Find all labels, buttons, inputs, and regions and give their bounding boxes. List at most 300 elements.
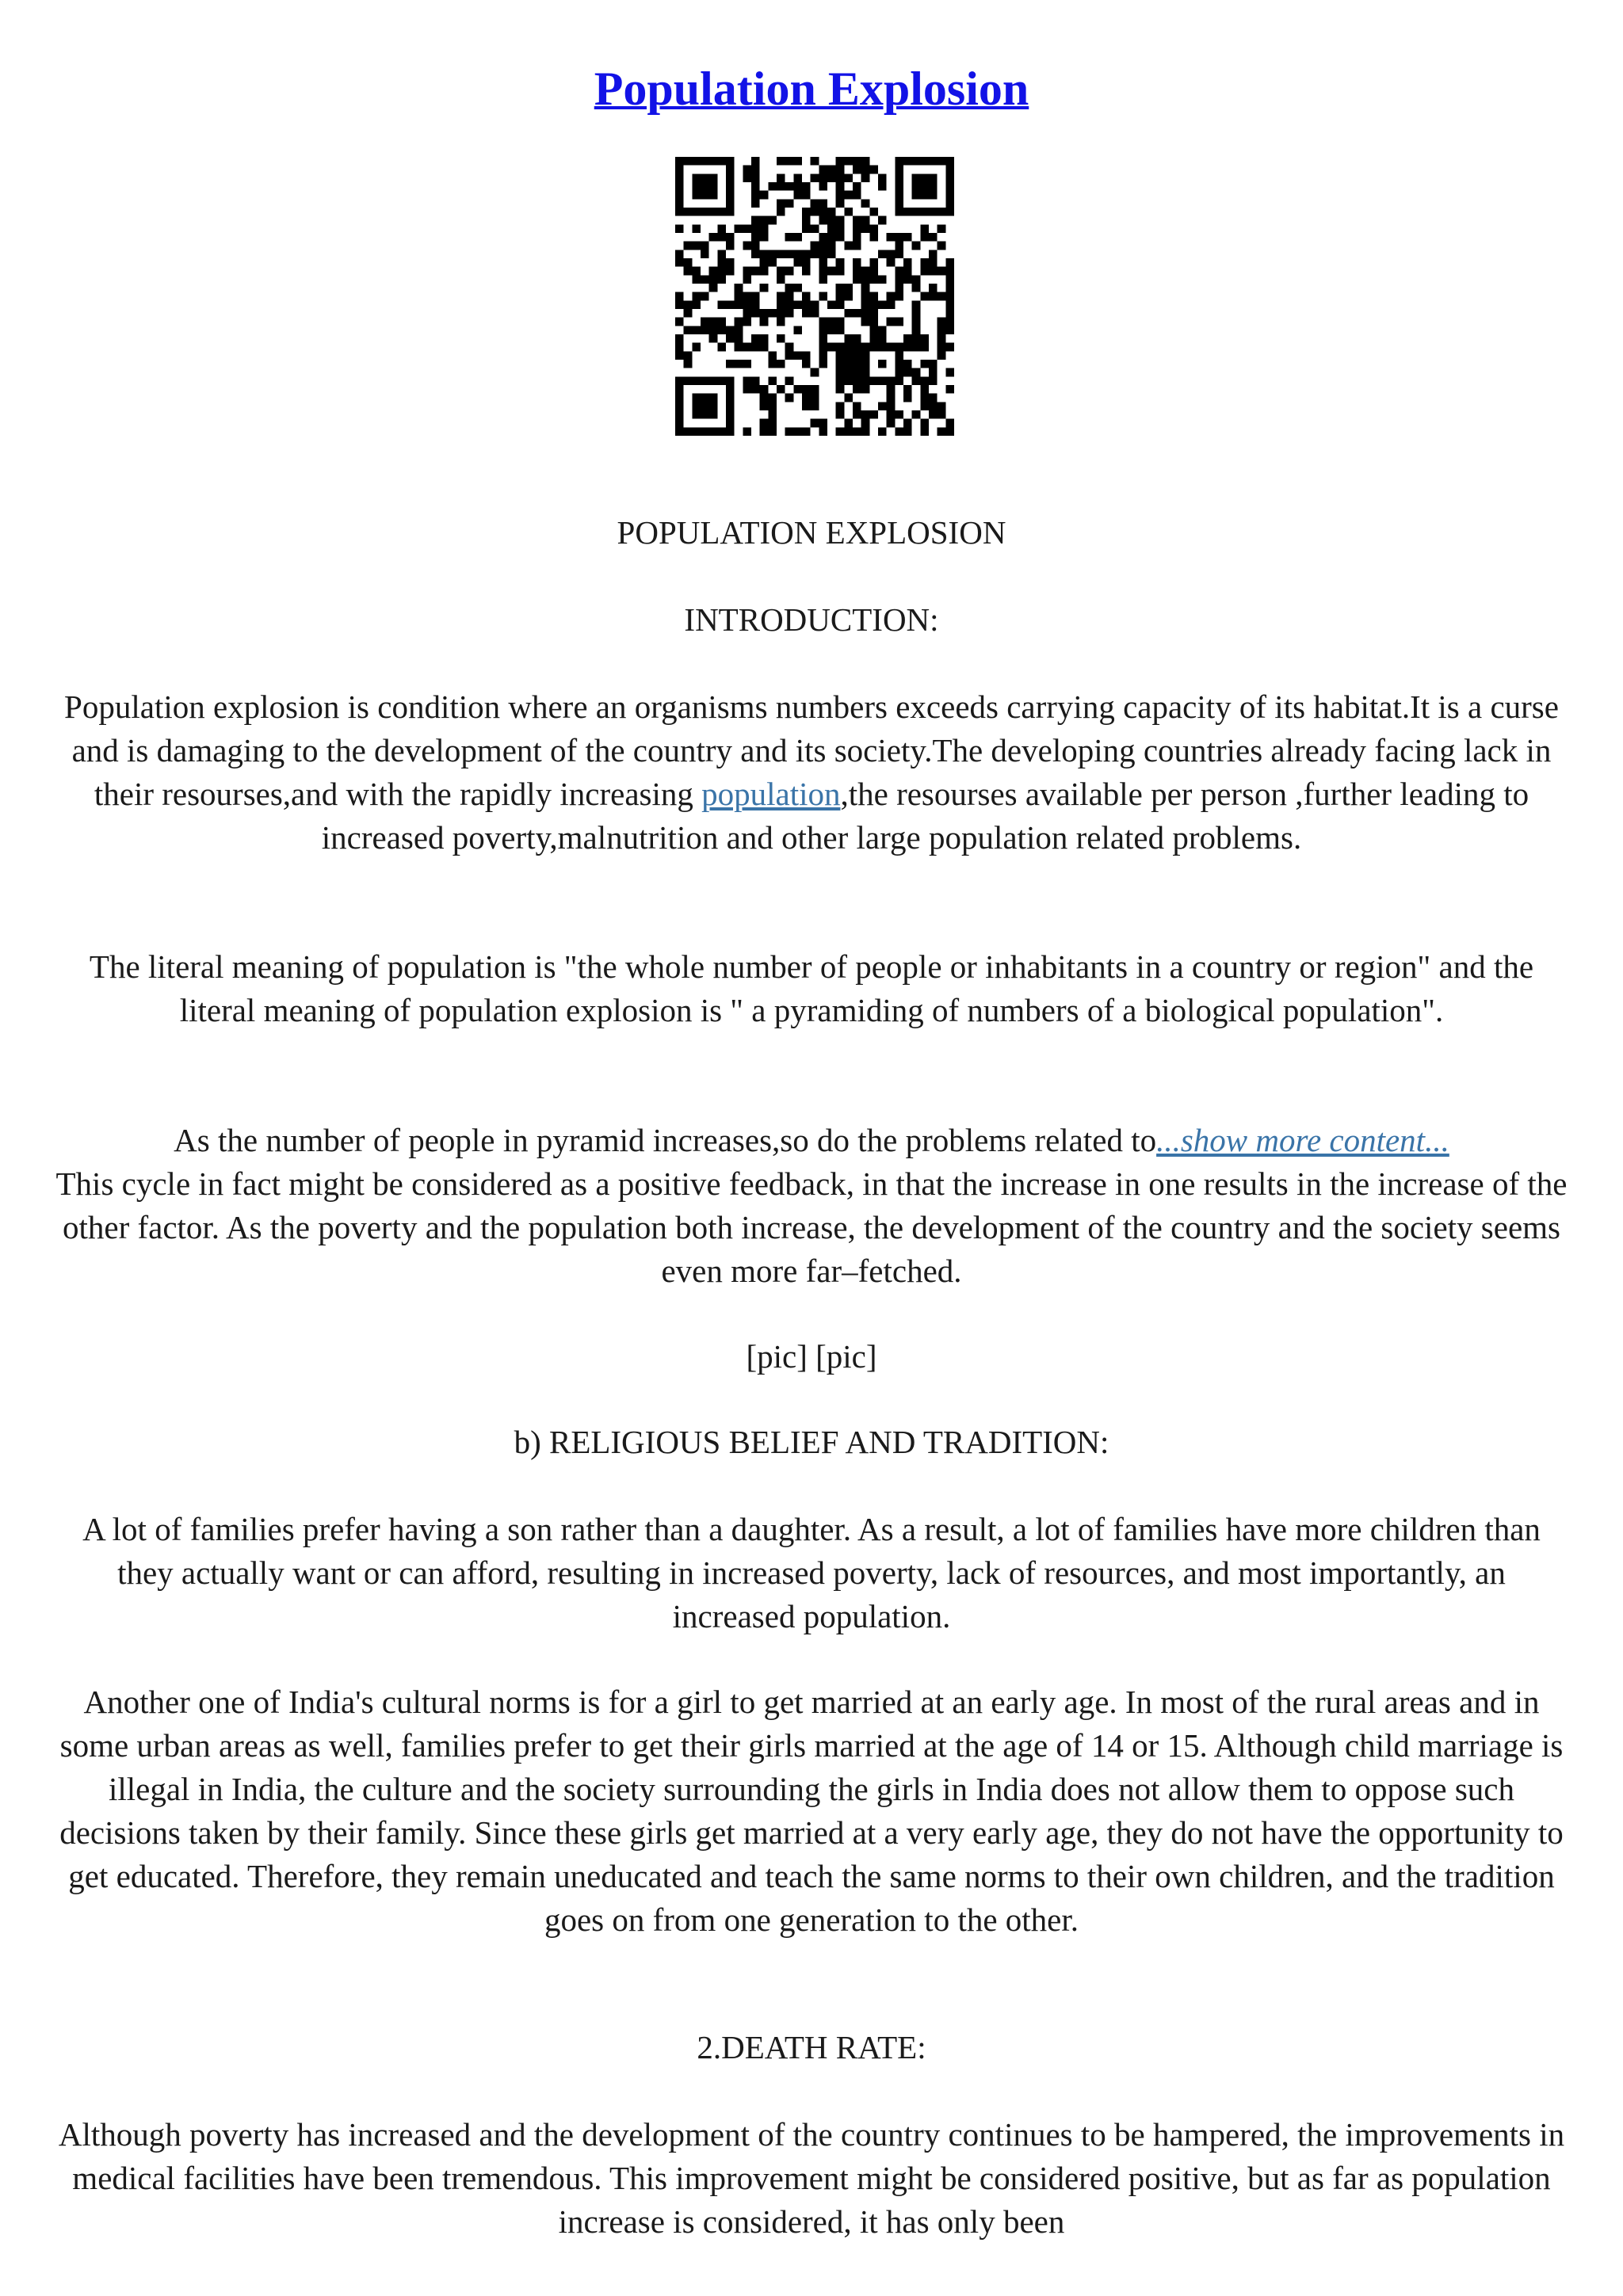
qr-module <box>869 318 878 326</box>
qr-module <box>861 275 870 284</box>
qr-module <box>844 334 853 343</box>
para4-text: A lot of families prefer having a son rather than a daughter. As a result, a lot of families have more children than they actually want or can afford, resulting in increased poverty, lack of resources, and most importantly, an increased population. <box>82 1511 1541 1634</box>
qr-module <box>938 402 946 410</box>
qr-module <box>709 267 718 276</box>
qr-module <box>793 233 802 242</box>
qr-module <box>743 318 751 326</box>
qr-module <box>836 326 845 334</box>
qr-module <box>709 191 718 200</box>
qr-module <box>777 275 785 284</box>
qr-module <box>701 292 709 301</box>
qr-module <box>844 376 853 385</box>
qr-module <box>811 208 819 216</box>
qr-module <box>945 343 954 352</box>
qr-module <box>861 224 870 233</box>
qr-module <box>717 275 726 284</box>
qr-module <box>945 368 954 377</box>
qr-module <box>912 309 921 318</box>
qr-module <box>869 166 878 174</box>
qr-module <box>811 300 819 309</box>
qr-module <box>861 199 870 208</box>
qr-module <box>861 360 870 368</box>
qr-module <box>945 174 954 182</box>
qr-module <box>692 275 701 284</box>
qr-module <box>878 216 887 225</box>
qr-module <box>726 360 735 368</box>
qr-module <box>945 199 954 208</box>
qr-module <box>777 267 785 276</box>
heading-intro <box>55 598 1568 642</box>
qr-module <box>920 208 929 216</box>
qr-module <box>836 174 845 182</box>
qr-module <box>929 410 938 419</box>
qr-module <box>751 233 760 242</box>
qr-module <box>853 385 861 394</box>
qr-module <box>861 216 870 225</box>
qr-module <box>827 166 836 174</box>
qr-module <box>735 343 743 352</box>
qr-module <box>793 284 802 292</box>
qr-module <box>717 427 726 436</box>
qr-module <box>701 250 709 258</box>
qr-module <box>920 174 929 182</box>
qr-module <box>861 385 870 394</box>
qr-module <box>920 360 929 368</box>
qr-module <box>861 376 870 385</box>
qr-module <box>768 182 777 191</box>
qr-module <box>701 242 709 250</box>
qr-module <box>760 191 769 200</box>
heading-intro-text: INTRODUCTION: <box>684 601 939 638</box>
qr-module <box>709 334 718 343</box>
qr-module <box>869 267 878 276</box>
qr-module <box>945 292 954 301</box>
qr-module <box>675 394 684 402</box>
qr-module <box>836 360 845 368</box>
qr-module <box>793 258 802 267</box>
qr-module <box>836 385 845 394</box>
qr-module <box>675 419 684 428</box>
qr-module <box>726 199 735 208</box>
qr-module <box>878 376 887 385</box>
qr-module <box>869 410 878 419</box>
title-link[interactable]: Population Explosion <box>594 63 1029 115</box>
qr-module <box>793 191 802 200</box>
qr-module <box>945 419 954 428</box>
qr-module <box>836 376 845 385</box>
qr-module <box>878 250 887 258</box>
qr-module <box>726 166 735 174</box>
qr-module <box>692 174 701 182</box>
qr-module <box>675 402 684 410</box>
qr-module <box>777 309 785 318</box>
qr-module <box>735 360 743 368</box>
qr-module <box>743 166 751 174</box>
qr-module <box>751 224 760 233</box>
qr-module <box>768 427 777 436</box>
qr-module <box>751 157 760 166</box>
qr-module <box>802 360 811 368</box>
qr-module <box>768 258 777 267</box>
qr-module <box>869 292 878 301</box>
qr-module <box>701 275 709 284</box>
qr-module <box>853 258 861 267</box>
qr-module <box>726 410 735 419</box>
qr-module <box>912 242 921 250</box>
qr-module <box>929 208 938 216</box>
qr-module <box>844 368 853 377</box>
qr-module <box>768 309 777 318</box>
qr-module <box>802 394 811 402</box>
qr-module <box>912 157 921 166</box>
qr-module <box>929 258 938 267</box>
qr-module <box>684 258 693 267</box>
qr-module <box>920 191 929 200</box>
qr-module <box>717 258 726 267</box>
qr-module <box>760 427 769 436</box>
qr-module <box>692 326 701 334</box>
qr-module <box>861 318 870 326</box>
qr-module <box>777 385 785 394</box>
qr-module <box>735 318 743 326</box>
qr-module <box>751 292 760 301</box>
heading-death-text: 2.DEATH RATE: <box>697 2029 926 2065</box>
qr-module <box>768 402 777 410</box>
qr-module <box>692 191 701 200</box>
qr-module <box>675 385 684 394</box>
qr-module <box>869 208 878 216</box>
qr-module <box>717 233 726 242</box>
qr-module <box>785 394 794 402</box>
qr-module <box>709 318 718 326</box>
qr-module <box>709 233 718 242</box>
qr-module <box>709 208 718 216</box>
qr-module <box>861 300 870 309</box>
qr-module <box>895 267 903 276</box>
qr-module <box>735 284 743 292</box>
qr-module <box>895 182 903 191</box>
qr-module <box>751 343 760 352</box>
qr-module <box>684 242 693 250</box>
qr-module <box>819 360 827 368</box>
qr-module <box>853 166 861 174</box>
qr-module <box>853 275 861 284</box>
qr-module <box>802 182 811 191</box>
qr-module <box>743 427 751 436</box>
qr-module <box>844 174 853 182</box>
qr-module <box>684 300 693 309</box>
qr-module <box>793 385 802 394</box>
qr-module <box>945 275 954 284</box>
qr-module <box>701 208 709 216</box>
qr-module <box>777 199 785 208</box>
qr-module <box>938 292 946 301</box>
qr-module <box>920 258 929 267</box>
qr-module <box>912 318 921 326</box>
qr-module <box>912 174 921 182</box>
qr-module <box>844 427 853 436</box>
qr-module <box>802 402 811 410</box>
qr-module <box>836 224 845 233</box>
qr-module <box>895 351 903 360</box>
qr-module <box>768 394 777 402</box>
qr-module <box>735 292 743 301</box>
qr-module <box>895 318 903 326</box>
qr-module <box>912 284 921 292</box>
qr-module <box>945 284 954 292</box>
qr-module <box>701 182 709 191</box>
qr-module <box>945 182 954 191</box>
qr-module <box>726 326 735 334</box>
qr-module <box>827 216 836 225</box>
qr-module <box>869 275 878 284</box>
qr-module <box>760 284 769 292</box>
pics-text: [pic] [pic] <box>746 1338 877 1375</box>
qr-module <box>819 208 827 216</box>
qr-module <box>844 242 853 250</box>
paragraph-intro <box>55 685 1568 860</box>
qr-module <box>887 250 896 258</box>
paragraph-death-rate <box>55 2113 1568 2244</box>
para3-text-b: This cycle in fact might be considered as a positive feedback, in that the increase in one results in the increase of the other factor. As the poverty and the population both increase, the development of the country and the society seems even more far–fetched. <box>55 1165 1568 1289</box>
qr-module <box>903 394 912 402</box>
qr-module <box>743 385 751 394</box>
qr-module <box>768 216 777 225</box>
qr-module <box>853 157 861 166</box>
qr-module <box>819 419 827 428</box>
qr-module <box>819 292 827 301</box>
qr-module <box>878 360 887 368</box>
qr-module <box>861 267 870 276</box>
heading-religious <box>55 1421 1568 1464</box>
qr-module <box>853 351 861 360</box>
qr-module <box>743 267 751 276</box>
qr-module <box>912 343 921 352</box>
qr-module <box>929 191 938 200</box>
qr-module <box>726 385 735 394</box>
qr-module <box>777 174 785 182</box>
qr-module <box>895 157 903 166</box>
qr-module <box>726 174 735 182</box>
qr-module <box>844 208 853 216</box>
qr-module <box>836 427 845 436</box>
qr-module <box>920 233 929 242</box>
qr-module <box>726 258 735 267</box>
qr-module <box>819 258 827 267</box>
qr-module <box>836 351 845 360</box>
qr-module <box>912 208 921 216</box>
qr-module <box>938 410 946 419</box>
qr-module <box>895 242 903 250</box>
qr-module <box>811 199 819 208</box>
qr-module <box>912 334 921 343</box>
qr-module <box>903 208 912 216</box>
qr-module <box>811 157 819 166</box>
qr-module <box>717 343 726 352</box>
qr-module <box>785 233 794 242</box>
qr-module <box>735 224 743 233</box>
heading-religious-text: b) RELIGIOUS BELIEF AND TRADITION: <box>514 1424 1109 1460</box>
qr-module <box>709 275 718 284</box>
qr-module <box>844 284 853 292</box>
qr-module <box>802 300 811 309</box>
para6-text: Although poverty has increased and the development of the country continues to be hampered, the improvements in medical facilities have been tremendous. This improvement might be considered positive, but as far as population increase is considered, it has only been <box>58 2116 1565 2240</box>
para3-text <box>55 1119 1568 1293</box>
qr-module <box>819 182 827 191</box>
qr-module <box>760 318 769 326</box>
qr-module <box>751 199 760 208</box>
qr-module <box>853 376 861 385</box>
qr-module <box>827 242 836 250</box>
qr-module <box>726 300 735 309</box>
qr-module <box>760 233 769 242</box>
qr-module <box>912 300 921 309</box>
qr-module <box>768 410 777 419</box>
qr-module <box>717 326 726 334</box>
qr-module <box>878 300 887 309</box>
qr-module <box>920 157 929 166</box>
qr-module <box>887 258 896 267</box>
qr-module <box>945 385 954 394</box>
qr-module <box>675 318 684 326</box>
qr-module <box>836 343 845 352</box>
qr-module <box>802 292 811 301</box>
qr-module <box>692 376 701 385</box>
qr-module <box>878 326 887 334</box>
qr-module <box>945 267 954 276</box>
qr-module <box>692 157 701 166</box>
qr-module <box>751 376 760 385</box>
qr-module <box>819 427 827 436</box>
qr-module <box>751 250 760 258</box>
qr-module <box>760 224 769 233</box>
qr-module <box>717 224 726 233</box>
qr-module <box>887 300 896 309</box>
qr-module <box>844 343 853 352</box>
qr-module <box>895 250 903 258</box>
qr-module <box>777 360 785 368</box>
qr-module <box>912 326 921 334</box>
qr-module <box>945 191 954 200</box>
qr-module <box>853 182 861 191</box>
qr-module <box>844 292 853 301</box>
qr-module <box>760 267 769 276</box>
qr-module <box>920 267 929 276</box>
qr-module <box>819 275 827 284</box>
qr-module <box>869 224 878 233</box>
qr-module <box>836 157 845 166</box>
qr-module <box>938 326 946 334</box>
qr-module <box>844 191 853 200</box>
qr-module <box>684 427 693 436</box>
pic-placeholders <box>55 1335 1568 1379</box>
qr-module <box>836 267 845 276</box>
qr-module <box>726 242 735 250</box>
qr-module <box>819 343 827 352</box>
qr-module <box>675 250 684 258</box>
show-more-link[interactable]: ...show more content... <box>1156 1122 1449 1158</box>
qr-module <box>929 376 938 385</box>
qr-module <box>920 394 929 402</box>
qr-module <box>903 368 912 377</box>
qr-module <box>929 402 938 410</box>
qr-module <box>743 300 751 309</box>
qr-module <box>811 174 819 182</box>
qr-module <box>920 292 929 301</box>
qr-module <box>692 182 701 191</box>
qr-module <box>853 309 861 318</box>
qr-module <box>701 402 709 410</box>
qr-module <box>726 394 735 402</box>
qr-module <box>945 166 954 174</box>
qr-module <box>878 182 887 191</box>
qr-module <box>675 182 684 191</box>
qr-module <box>811 224 819 233</box>
qr-module <box>726 376 735 385</box>
qr-module <box>743 242 751 250</box>
qr-module <box>811 368 819 377</box>
qr-module <box>701 174 709 182</box>
qr-module <box>675 157 684 166</box>
qr-module <box>751 174 760 182</box>
qr-module <box>945 427 954 436</box>
qr-module <box>869 233 878 242</box>
qr-module <box>760 385 769 394</box>
qr-module <box>878 427 887 436</box>
qr-module <box>929 233 938 242</box>
qr-module <box>869 326 878 334</box>
qr-module <box>777 250 785 258</box>
qr-module <box>717 376 726 385</box>
qr-module <box>853 224 861 233</box>
qr-module <box>777 208 785 216</box>
qr-module <box>675 208 684 216</box>
population-link[interactable]: population <box>701 776 841 812</box>
qr-module <box>760 258 769 267</box>
qr-module <box>751 300 760 309</box>
qr-module <box>701 394 709 402</box>
qr-module <box>717 300 726 309</box>
qr-module <box>675 199 684 208</box>
qr-module <box>692 208 701 216</box>
qr-module <box>709 410 718 419</box>
qr-module <box>861 427 870 436</box>
qr-module <box>903 360 912 368</box>
qr-module <box>760 419 769 428</box>
qr-module <box>861 284 870 292</box>
qr-module <box>819 267 827 276</box>
qr-module <box>675 351 684 360</box>
qr-module <box>692 427 701 436</box>
qr-module <box>751 385 760 394</box>
qr-module <box>895 199 903 208</box>
qr-module <box>861 292 870 301</box>
qr-module <box>692 292 701 301</box>
qr-module <box>819 216 827 225</box>
qr-module <box>895 174 903 182</box>
qr-module <box>887 419 896 428</box>
qr-module <box>844 360 853 368</box>
qr-module <box>726 334 735 343</box>
qr-module <box>819 334 827 343</box>
qr-module <box>726 427 735 436</box>
qr-module <box>844 309 853 318</box>
qr-module <box>887 394 896 402</box>
qr-module <box>726 267 735 276</box>
qr-module <box>938 242 946 250</box>
qr-module <box>692 343 701 352</box>
qr-module <box>802 427 811 436</box>
